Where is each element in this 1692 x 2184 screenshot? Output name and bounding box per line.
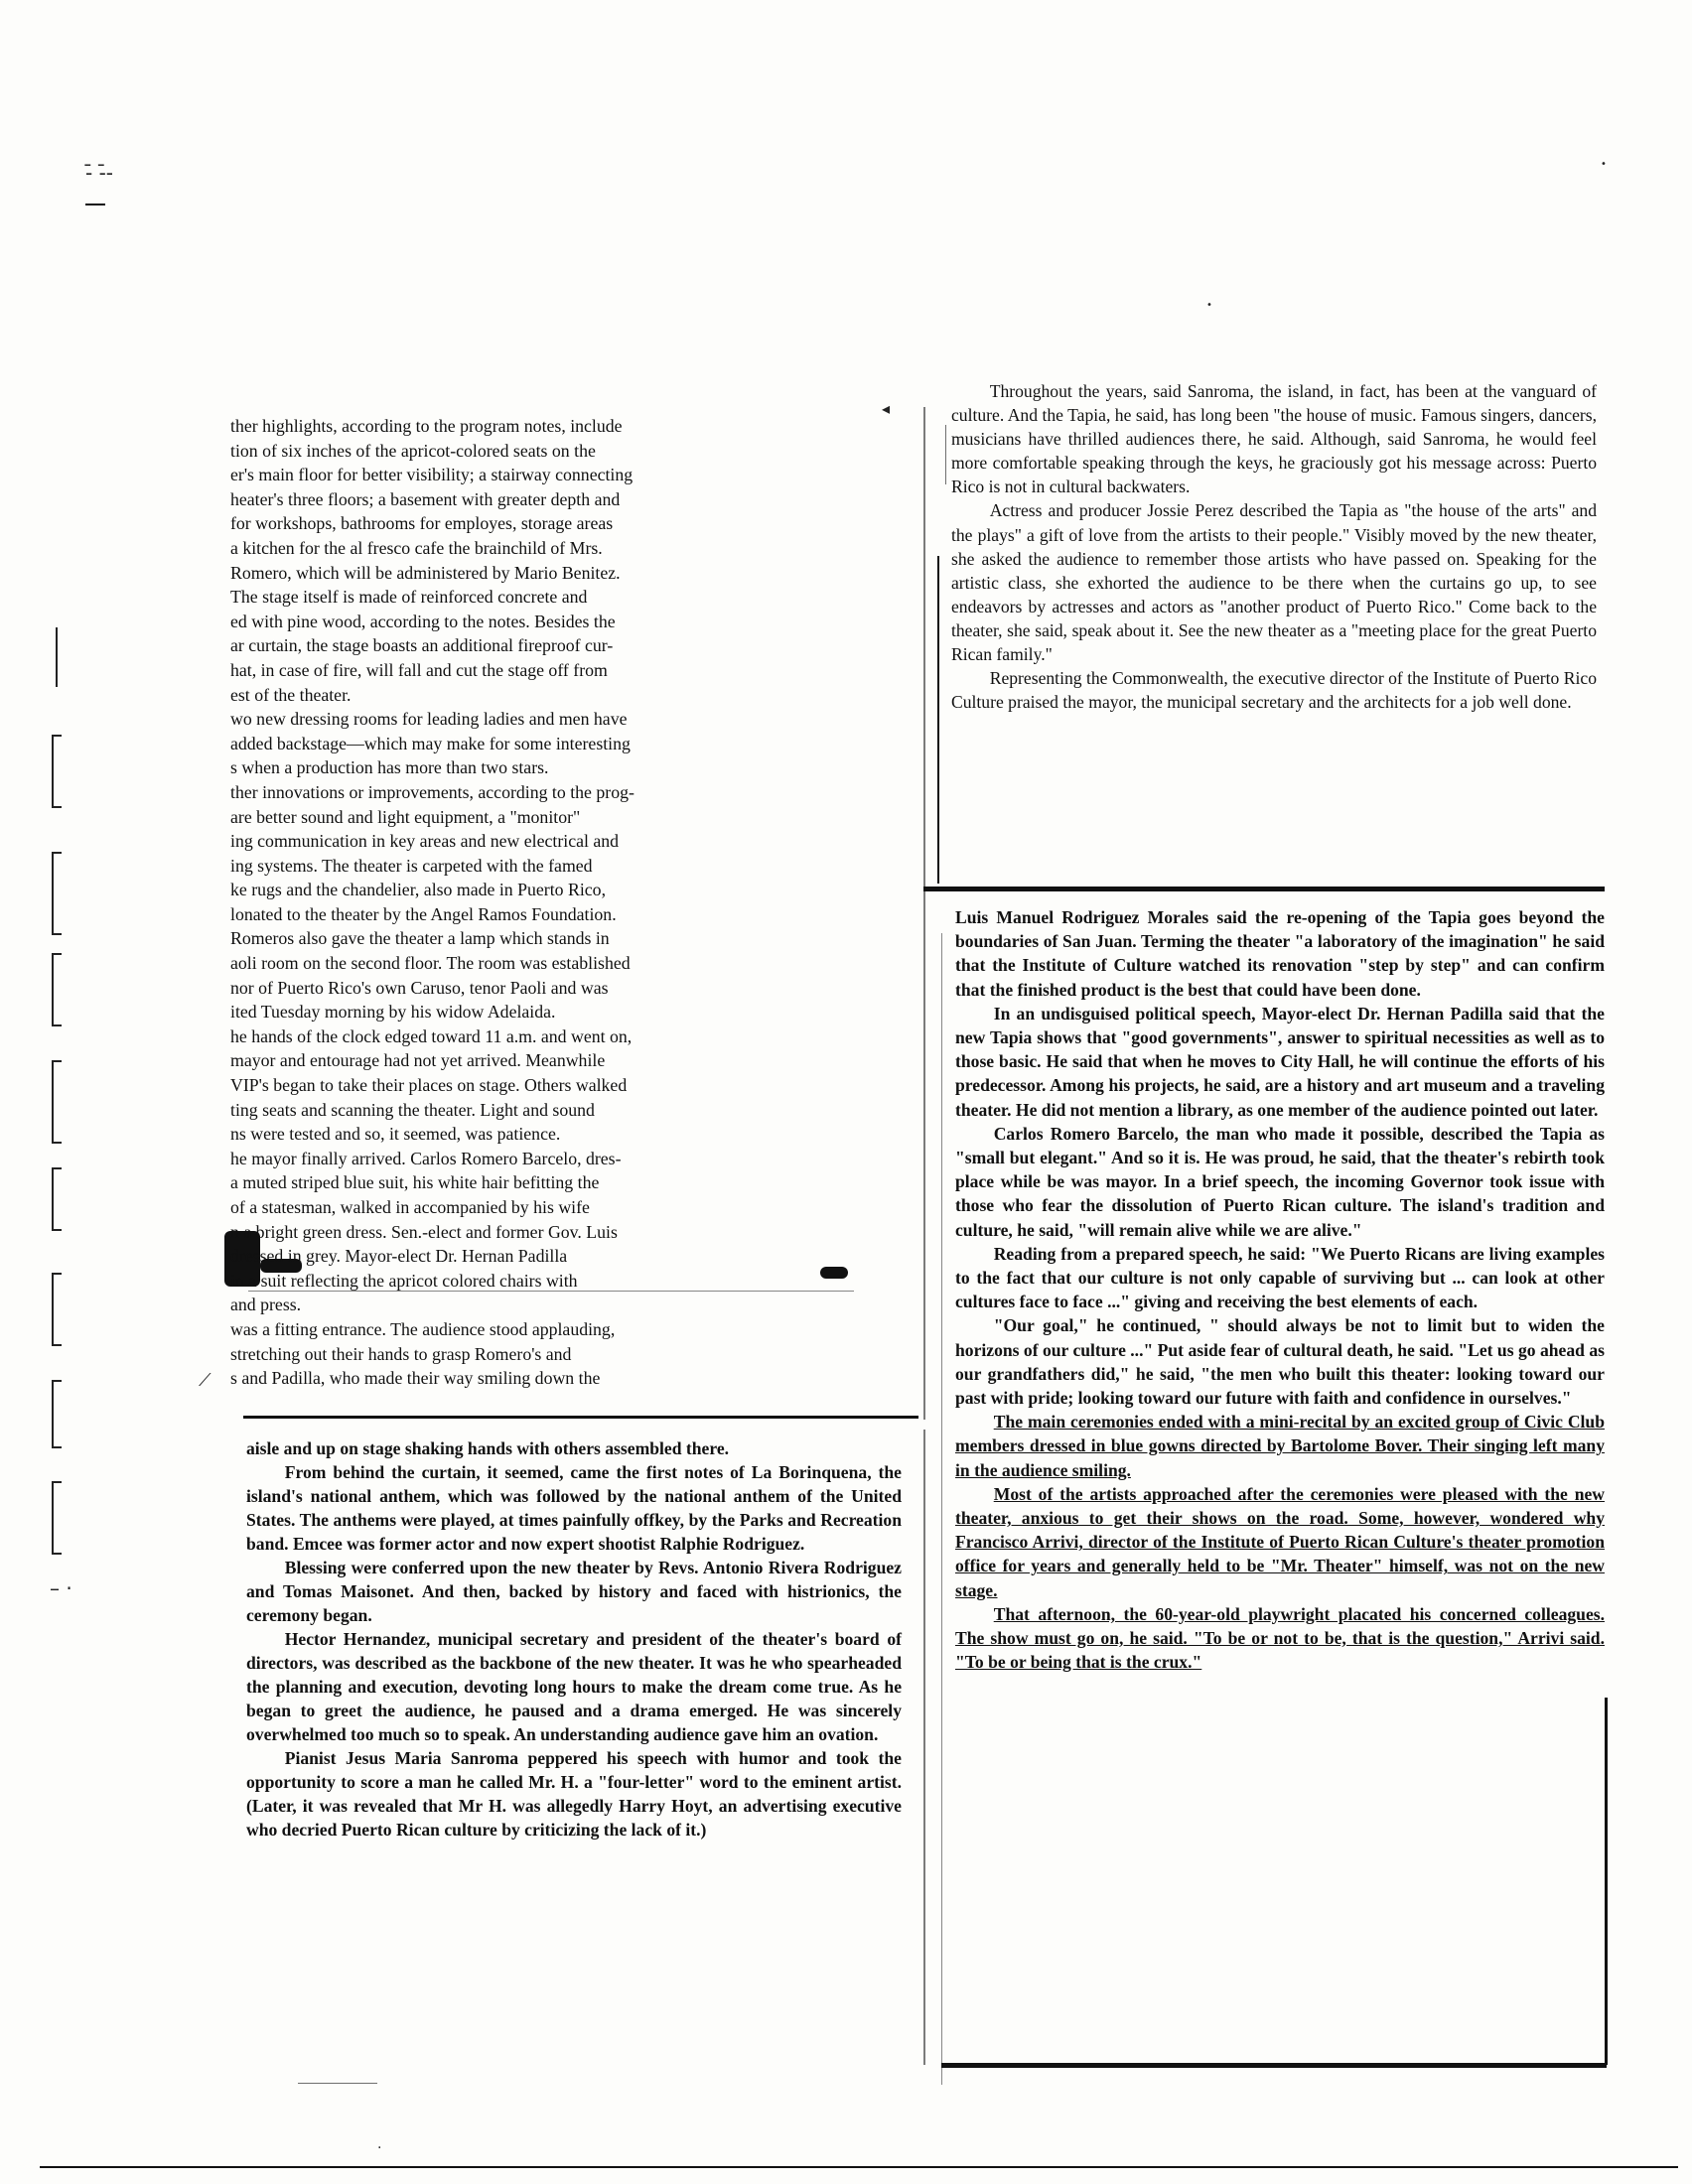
text-line: ther highlights, according to the program notes, include — [230, 416, 623, 436]
paragraph: In an undisguised political speech, Mayor-elect Dr. Hernan Padilla said that the new Tapia shows that "good governments", answer to spiritual necessities as well as to those basic. He said that when he moves to City Hall, he will continue the efforts of his predecessor. Among his projects, he said, are a history and art museum and a traveling theater. He did not mention a library, as one member of the audience pointed out later. — [955, 1003, 1605, 1120]
text-line: ited Tuesday morning by his widow Adelaida. — [230, 1002, 556, 1023]
text-line: heater's three floors; a basement with greater depth and — [230, 488, 621, 509]
scan-dot-mark: • — [1601, 159, 1607, 170]
clipping-border-rule — [243, 1416, 918, 1419]
text-line: n a bright green dress. Sen.-elect and former Gov. Luis — [230, 1221, 618, 1242]
text-line: The stage itself is made of reinforced concrete and — [230, 587, 588, 608]
text-line: hat, in case of fire, will fall and cut the stage off from — [230, 659, 608, 680]
paragraph: From behind the curtain, it seemed, came the first notes of La Borinquena, the island's national anthem, which was followed by the national anthem of the United States. The anthems were played, at times painfully offkey, by the Parks and Recreation band. Emcee was former actor and now expert shootist Ralphie Rodriguez. — [246, 1462, 902, 1554]
text-line: ther innovations or improvements, according to the prog- — [230, 781, 634, 802]
clipping-border-rule — [1605, 1698, 1608, 2065]
paragraph: Representing the Commonwealth, the executive director of the Institute of Puerto Rico Culture praised the mayor, the municipal secretary and the architects for a job well done. — [951, 668, 1597, 713]
scan-smudge-mark — [85, 204, 105, 205]
text-line: for workshops, bathrooms for employes, storage areas — [230, 513, 614, 534]
margin-bracket-mark — [52, 953, 62, 1026]
margin-bracket-mark — [52, 1273, 62, 1346]
text-line: s and Padilla, who made their way smiling down the — [230, 1368, 601, 1389]
margin-bracket-mark — [52, 1060, 62, 1144]
paragraph: Reading from a prepared speech, he said: "We Puerto Ricans are living examples to the fact that our culture is not only capable of surviving but ... can look at other cultures face to face ..." giving and receiving the best elements of each. — [955, 1243, 1605, 1312]
paragraph: Carlos Romero Barcelo, the man who made it possible, described the Tapia as "small but elegant." And so it is. He was proud, he said, that the theater's rebirth took place while be was mayor. In a brief speech, the incoming Governor took issue with those who fear the dissolution of Puerto Rican culture. The island's tradition and culture, he said, "will remain alive while we are alive." — [955, 1123, 1605, 1240]
paragraph: The main ceremonies ended with a mini-recital by an excited group of Civic Club members dressed in blue gowns directed by Bartolome Bover. Their singing left many in the audience smiling. — [955, 1412, 1605, 1480]
margin-bracket-mark — [56, 627, 66, 687]
text-line: mayor and entourage had not yet arrived. Meanwhile — [230, 1050, 606, 1071]
article-column-top-left — [230, 414, 851, 1391]
text-line: ns were tested and so, it seemed, was patience. — [230, 1124, 561, 1145]
article-column-top-right — [951, 379, 1597, 714]
text-line: VIP's began to take their places on stage. Others walked — [230, 1075, 628, 1096]
paragraph: Actress and producer Jossie Perez described the Tapia as "the house of the arts" and the plays" a gift of love from the artists to their people." Visibly moved by the new theater, she asked the audience to remember those artists who have passed on. Speaking for the artistic class, she exhorted the audience to be there when the curtains go up, to see endeavors by actresses and actors as "another product of Puerto Rico." Come back to the theater, she said, speak about it. See the new theater as a "meeting place for the great Puerto Rican family." — [951, 500, 1597, 665]
paragraph: Pianist Jesus Maria Sanroma peppered his speech with humor and took the opportunity to score a man he called Mr. H. a "four-letter" word to the eminent artist. (Later, it was revealed that Mr H. was allegedly Harry Hoyt, an advertising executive who decried Puerto Rican culture by criticizing the lack of it.) — [246, 1748, 902, 1840]
column-divider — [923, 407, 925, 1420]
text-line: he mayor finally arrived. Carlos Romero Barcelo, dres- — [230, 1148, 622, 1168]
scan-smudge-mark — [298, 2083, 377, 2084]
article-column-bottom-left — [246, 1436, 902, 1842]
clipping-border-rule — [923, 887, 1605, 891]
paragraph: aisle and up on stage shaking hands with others assembled there. — [246, 1438, 730, 1458]
scan-dot-mark: • — [1206, 300, 1212, 311]
text-line: of a statesman, walked in accompanied by his wife — [230, 1197, 590, 1217]
text-line: was a fitting entrance. The audience stood applauding, — [230, 1318, 616, 1339]
scan-smudge-mark: -̄ -̄- — [85, 161, 114, 185]
paragraph: Luis Manuel Rodriguez Morales said the re-opening of the Tapia goes beyond the boundaries of San Juan. Terming the theater "a laboratory of the imagination" he said that the Institute of Culture watched its renovation "step by step" and can confirm that the finished product is the best that could have been done. — [955, 907, 1605, 1000]
text-line: added backstage—which may make for some interesting — [230, 733, 631, 753]
scan-arrow-mark: ⟋ — [199, 1370, 212, 1391]
paragraph: That afternoon, the 60-year-old playwright placated his concerned colleagues. The show must go on, he said. "To be or not to be, that is the question," Arrivi said. "To be or being that is the crux." — [955, 1603, 1605, 1673]
paragraph: Blessing were conferred upon the new theater by Revs. Antonio Rivera Rodriguez and Tomas Maisonet. And then, backed by history and faced with histrionics, the ceremony began. — [246, 1558, 902, 1625]
column-divider — [945, 425, 946, 484]
text-line: Romeros also gave the theater a lamp which stands in — [230, 928, 610, 949]
margin-bracket-mark — [52, 1380, 62, 1448]
margin-bracket-mark — [52, 1481, 62, 1555]
text-line: ing communication in key areas and new electrical and — [230, 831, 620, 852]
text-line: in a suit reflecting the apricot colored chairs with — [230, 1270, 578, 1291]
margin-dash-mark: – · — [50, 1576, 72, 1600]
text-line: ing systems. The theater is carpeted with the famed — [230, 855, 593, 876]
text-line: nor of Puerto Rico's own Caruso, tenor Paoli and was — [230, 977, 609, 998]
paragraph: Most of the artists approached after the ceremonies were pleased with the new theater, anxious to get their shows on the road. Some, however, wondered why Francisco Arrivi, director of the Institute of Puerto Rican Culture's theater promotion office for years and generally held to be "Mr. Theater" himself, was not on the new stage. — [955, 1483, 1605, 1600]
text-line: ed with pine wood, according to the notes. Besides the — [230, 611, 616, 631]
text-line: stretching out their hands to grasp Romero's and — [230, 1343, 572, 1364]
paragraph: "Our goal," he continued, " should always be not to limit but to widen the horizons of our culture ..." Put aside fear of cultural death, he said. "Let us go ahead as our grandfathers did," he said, "the men who built this theater: looking toward our past with pride; looking toward our future with faith and confidence in ourselves." — [955, 1315, 1605, 1409]
text-line: s when a production has more than two stars. — [230, 757, 549, 778]
text-line: a kitchen for the al fresco cafe the brainchild of Mrs. — [230, 537, 603, 558]
text-line: est of the theater. — [230, 684, 352, 705]
text-line: dressed in grey. Mayor-elect Dr. Hernan Padilla — [230, 1246, 568, 1267]
text-line: a muted striped blue suit, his white hair befitting the — [230, 1172, 600, 1193]
text-line: wo new dressing rooms for leading ladies and men have — [230, 709, 628, 730]
column-divider — [923, 1430, 925, 2065]
text-line: ar curtain, the stage boasts an additional fireproof cur- — [230, 635, 614, 656]
text-line: aoli room on the second floor. The room was established — [230, 953, 631, 974]
text-line: he hands of the clock edged toward 11 a.m. and went on, — [230, 1025, 633, 1046]
page-bottom-rule — [40, 2166, 1678, 2168]
text-line: tion of six inches of the apricot-colored seats on the — [230, 440, 596, 461]
paragraph: Throughout the years, said Sanroma, the island, in fact, has been at the vanguard of culture. And the Tapia, he said, has long been "the house of music. Famous singers, dancers, musicians have thrilled audiences there, he said. Although, said Sanroma, he would feel more comfortable speaking through the keys, he graciously got his message across: Puerto Rico is not in cultural backwaters. — [951, 381, 1597, 497]
text-line: ke rugs and the chandelier, also made in Puerto Rico, — [230, 880, 607, 900]
margin-bracket-mark — [52, 735, 62, 808]
column-divider — [937, 556, 939, 884]
text-line: and press. — [230, 1295, 302, 1315]
text-line: lonated to the theater by the Angel Ramos Foundation. — [230, 903, 617, 924]
scan-arrow-mark: ◂ — [882, 399, 891, 418]
margin-bracket-mark — [52, 1167, 62, 1231]
text-line: ting seats and scanning the theater. Light and sound — [230, 1099, 595, 1120]
text-line: Romero, which will be administered by Mario Benitez. — [230, 562, 621, 583]
scan-dot-mark: · — [377, 2140, 382, 2156]
margin-bracket-mark — [52, 852, 62, 935]
article-column-bottom-right — [955, 905, 1605, 1675]
text-line: er's main floor for better visibility; a stairway connecting — [230, 465, 634, 485]
text-line: are better sound and light equipment, a "monitor" — [230, 806, 581, 827]
paragraph: Hector Hernandez, municipal secretary and president of the theater's board of directors, was described as the backbone of the new theater. It was he who spearheaded the planning and execution, devoting long hours to make the dream come true. As he began to greet the audience, he paused and a drama emerged. He was sincerely overwhelmed too much so to speak. An understanding audience gave him an ovation. — [246, 1629, 902, 1744]
column-divider — [941, 933, 942, 2085]
clipping-border-rule — [941, 2063, 1607, 2068]
